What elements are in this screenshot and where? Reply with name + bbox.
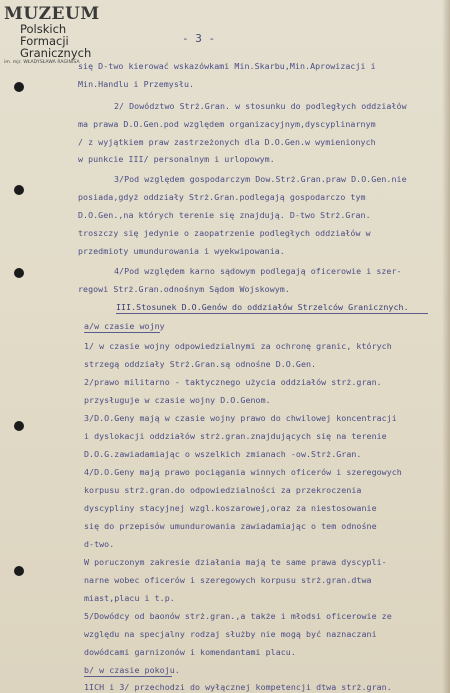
logo-line-3: Granicznych: [20, 46, 92, 60]
text-line: 4/Pod względem karno sądowym podlegają oficerowie i szer-: [114, 266, 402, 276]
text-line: w punkcie III/ personalnym i urlopowym.: [78, 154, 275, 164]
subsection-heading: b/ w czasie pokoju.: [84, 665, 180, 675]
logo-line-2: Formacji: [20, 34, 69, 48]
page-number: - 3 -: [182, 32, 216, 45]
text-line: regowi Strż.Gran.odnośnym Sądom Wojskowym.: [78, 284, 290, 294]
text-line: 1/ w czasie wojny odpowiedzialnymi za ochronę granic, których: [84, 341, 392, 351]
text-line: narne wobec oficerów i szeregowych korpusu strż.gran.dtwa: [84, 575, 372, 585]
text-line: Min.Handlu i Przemysłu.: [78, 79, 195, 89]
text-line: troszczy się jedynie o zaopatrzenie podległych oddziałów w: [78, 228, 371, 238]
text-line: D.O.G.zawiadamiając o wszelkich zmianach -ow.Strż.Gran.: [84, 449, 362, 459]
text-line: 1ICH i 3/ przechodzi do wyłącznej kompetencji dtwa strż.gran.: [84, 682, 392, 692]
text-line: dyscypliny stacyjnej wzgl.koszarowej,oraz za niestosowanie: [84, 503, 377, 513]
text-line: miast,placu i t.p.: [84, 593, 175, 603]
text-line: 2/prawo militarno - taktycznego użycia oddziałów strż.gran.: [84, 377, 382, 387]
text-line: posiada,gdyż oddziały Strż.Gran.podlegają gospodarczo tym: [78, 192, 366, 202]
text-line: 4/D.O.Geny mają prawo pociągania winnych oficerów i szeregowych: [84, 467, 402, 477]
text-line: d-two.: [84, 539, 115, 549]
section-heading: III.Stosunek D.O.Genów do oddziałów Strzelców Granicznych.: [116, 302, 409, 312]
subsection-underline: [84, 332, 160, 333]
text-line: dowódcami garnizonów i komendantami placu.: [84, 647, 296, 657]
text-line: ma prawa D.O.Gen.pod względem organizacyjnym,dyscyplinarnym: [78, 119, 376, 129]
text-line: strzegą oddziały Strż.Gran.są odnośne D.O.Gen.: [84, 359, 317, 369]
text-line: korpusu strż.gran.do odpowiedzialności za przekroczenia: [84, 485, 362, 495]
subsection-heading: a/w czasie wojny: [84, 321, 165, 331]
logo-line-1: Polskich: [20, 22, 67, 36]
text-line: W poruczonym zakresie działania mają te same prawa dyscypli-: [84, 557, 387, 567]
logo-subtitle: im. mjr. WŁADYSŁAWA RAGINISA: [4, 60, 80, 65]
text-line: się do przepisów umundurowania zawiadamiając o tem odnośne: [84, 521, 377, 531]
text-line: przysługuje w czasie wojny D.O.Genom.: [84, 395, 271, 405]
heading-underline: [116, 313, 428, 314]
text-line: 2/ Dowództwo Strż.Gran. w stosunku do podległych oddziałów: [114, 101, 407, 111]
logo-title: MUZEUM: [4, 4, 100, 24]
text-line: / z wyjątkiem praw zastrzeżonych dla D.O.Gen.w wymienionych: [78, 137, 376, 147]
text-line: D.O.Gen.,na których terenie się znajdują. D-two Strż.Gran.: [78, 210, 371, 220]
text-line: względu na specjalny rodzaj służby nie mogą być naznaczani: [84, 629, 377, 639]
text-line: przedmioty umundurowania i wyekwipowania.: [78, 246, 285, 256]
text-line: 5/Dowódcy od baonów strż.gran.,a także i młodsi oficerowie ze: [84, 611, 392, 621]
text-line: się D-two kierować wskazówkami Min.Skarbu,Min.Aprowizacji i: [78, 61, 376, 71]
text-line: 3/Pod względem gospodarczym Dow.Strż.Gran.praw D.O.Gen.nie: [114, 174, 407, 184]
subsection-underline: [84, 676, 172, 677]
text-line: 3/D.O.Geny mają w czasie wojny prawo do chwilowej koncentracji: [84, 413, 397, 423]
text-line: i dyslokacji oddziałów strż.gran.znajdujących się na terenie: [84, 431, 387, 441]
